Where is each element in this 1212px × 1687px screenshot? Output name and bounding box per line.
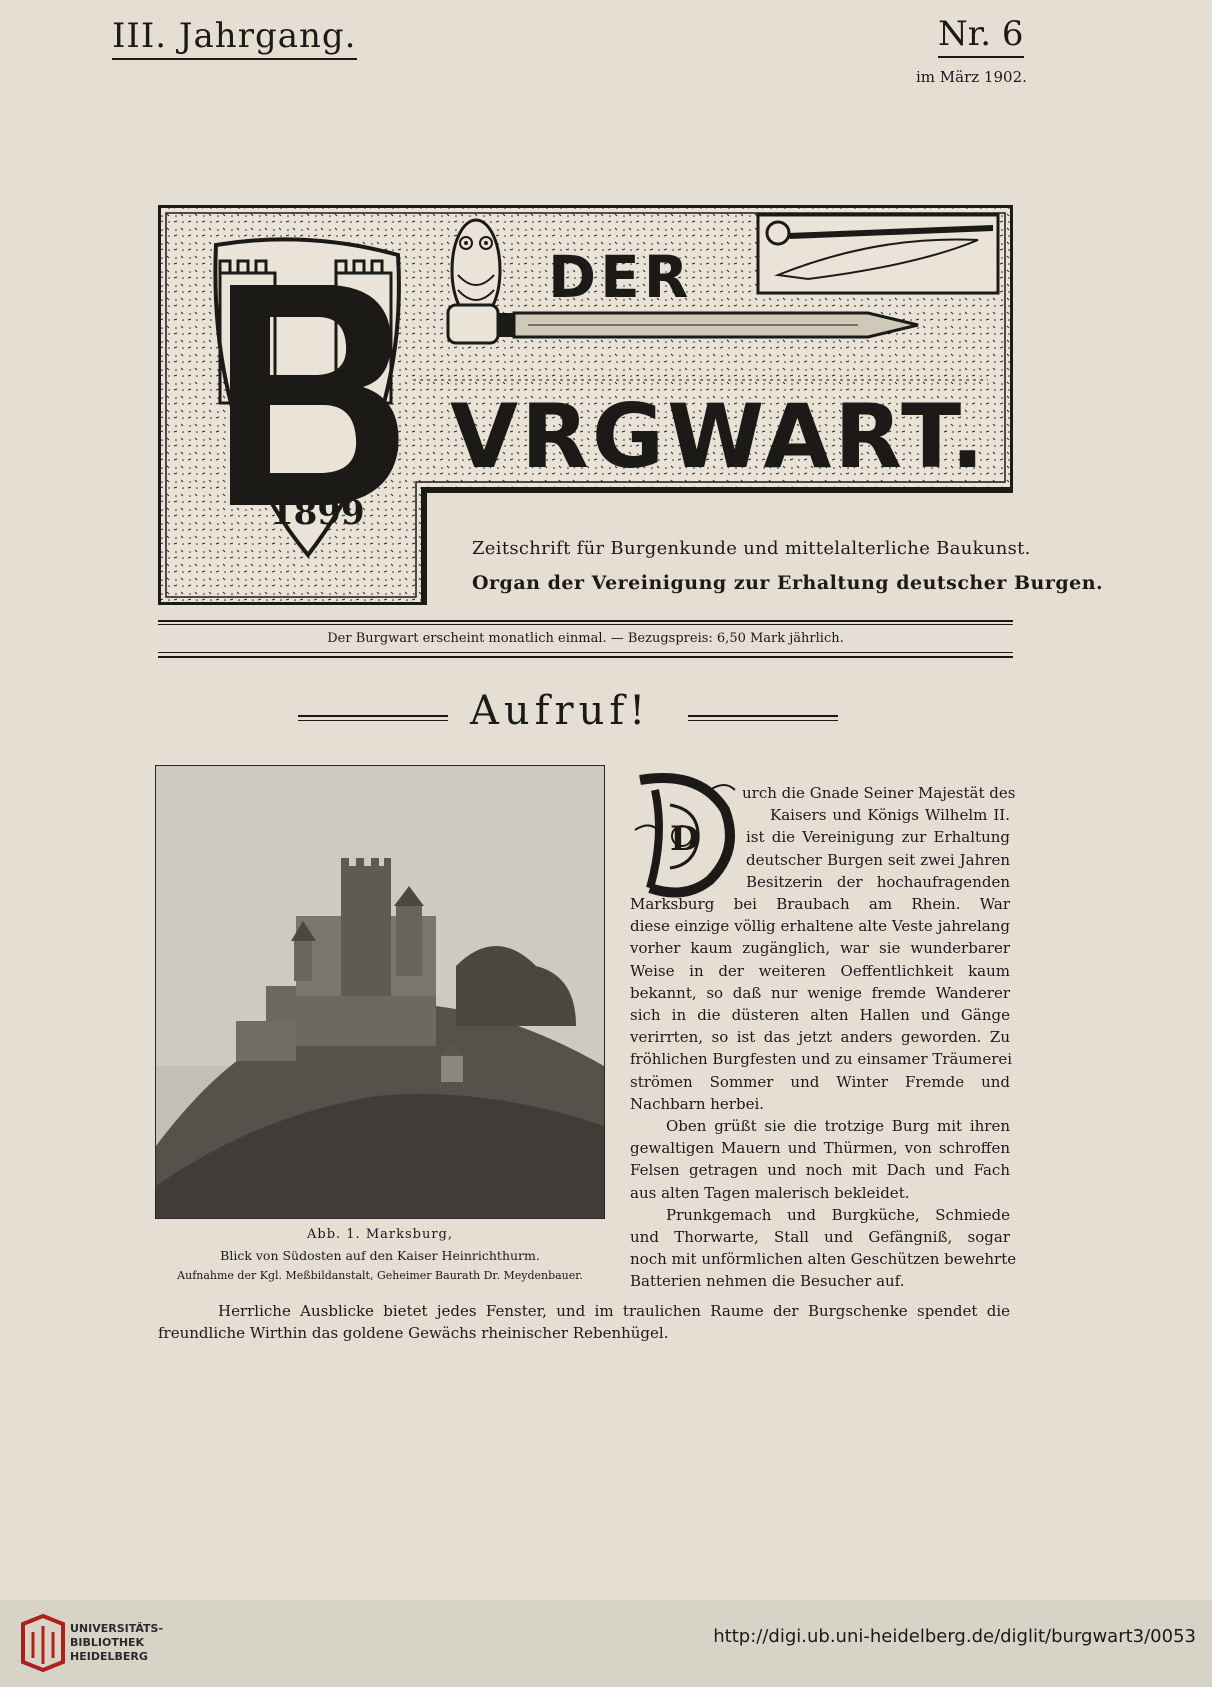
text-line: Marksburg bei Braubach am Rhein. War: [630, 895, 1010, 913]
marksburg-image: [156, 766, 604, 1218]
article-heading: Aufruf!: [470, 688, 651, 734]
rule: [158, 656, 1013, 658]
dropcap-ornament: [630, 770, 742, 900]
text-line: Nachbarn herbei.: [630, 1094, 765, 1113]
heading-rule-left: [298, 715, 448, 717]
subtitle-journal: Zeitschrift für Burgenkunde und mittelalterliche Baukunst.: [472, 538, 1031, 559]
library-name: UNIVERSITÄTS- BIBLIOTHEK HEIDELBERG: [70, 1622, 164, 1663]
text-line: Batterien nehmen die Besucher auf.: [630, 1272, 905, 1291]
heading-rule-right: [688, 720, 838, 721]
article-column: [630, 893, 1017, 1293]
figure-caption: [150, 1224, 610, 1286]
library-logo-icon: [18, 1614, 68, 1672]
text-line: verirrten, so ist das jetzt anders geworden. Zu: [630, 1028, 1010, 1047]
article-intro: [742, 782, 1016, 893]
text-line: aus alten Tagen malerisch bekleidet.: [630, 1183, 910, 1202]
title-der: DER: [548, 243, 693, 311]
svg-text:D: D: [670, 819, 700, 859]
caption-credit: Aufnahme der Kgl. Meßbildanstalt, Geheimer Baurath Dr. Meydenbauer.: [177, 1269, 583, 1282]
text-line: fröhlichen Burgfesten und zu einsamer Träumerei: [630, 1050, 1013, 1069]
title-burgwart: VRGWART.: [450, 385, 988, 488]
source-url[interactable]: http://digi.ub.uni-heidelberg.de/diglit/burgwart3/0053: [713, 1626, 1196, 1647]
text-line: strömen Sommer und Winter Fremde und: [630, 1072, 1010, 1091]
text-line: noch mit unförmlichen alten Geschützen bewehrte: [630, 1250, 1017, 1269]
heading-rule-right: [688, 715, 838, 717]
text-line: urch die Gnade Seiner Majestät des: [742, 784, 1016, 802]
text-line: gewaltigen Mauern und Thürmen, von schroffen: [630, 1139, 1010, 1158]
text-line: bekannt, so daß nur wenige fremde Wanderer: [630, 983, 1010, 1002]
text-line: diese einzige völlig erhaltene alte Veste jahrelang: [630, 917, 1010, 936]
rule: [158, 624, 1013, 625]
caption-title: Abb. 1. Marksburg,: [306, 1227, 454, 1242]
heading-rule-left: [298, 720, 448, 721]
library-footer: [0, 1600, 1212, 1687]
text-line: freundliche Wirthin das goldene Gewächs rheinischer Rebenhügel.: [158, 1324, 669, 1343]
issue-date: im März 1902.: [916, 68, 1027, 86]
subscription-notice: Der Burgwart erscheint monatlich einmal. — Bezugspreis: 6,50 Mark jährlich.: [327, 631, 844, 646]
founding-year: 1899: [270, 493, 365, 533]
text-line: Felsen getragen und noch mit Dach und Fach: [630, 1161, 1010, 1180]
subtitle-organ: Organ der Vereinigung zur Erhaltung deutscher Burgen.: [472, 572, 1104, 594]
text-line: ist die Vereinigung zur Erhaltung: [746, 828, 1010, 847]
text-line: deutscher Burgen seit zwei Jahren: [746, 850, 1010, 869]
rule: [158, 620, 1013, 622]
text-line: Herrliche Ausblicke bietet jedes Fenster, und im traulichen Raume der Burgschenke spendet die: [218, 1302, 1010, 1320]
text-line: Prunkgemach und Burgküche, Schmiede: [666, 1205, 1010, 1224]
article-full-width: [158, 1300, 1010, 1344]
text-line: Weise in der weiteren Oeffentlichkeit kaum: [630, 961, 1010, 980]
castle-photo: [155, 765, 605, 1219]
text-line: Oben grüßt sie die trotzige Burg mit ihren: [666, 1117, 1010, 1136]
volume-underline: [112, 58, 357, 60]
text-line: Besitzerin der hochaufragenden: [746, 872, 1010, 891]
text-line: Kaisers und Königs Wilhelm II.: [770, 806, 1010, 825]
text-line: vorher kaum zugänglich, war sie wunderbarer: [630, 939, 1010, 958]
caption-view: Blick von Südosten auf den Kaiser Heinrichthurm.: [220, 1248, 540, 1263]
rule: [158, 652, 1013, 653]
text-line: und Thorwarte, Stall und Gefängniß, sogar: [630, 1228, 1010, 1247]
text-line: sich in die düsteren alten Hallen und Gänge: [630, 1006, 1010, 1025]
volume-label: III. Jahrgang.: [112, 16, 357, 56]
issue-number: Nr. 6: [938, 14, 1024, 54]
issue-underline: [938, 56, 1024, 58]
